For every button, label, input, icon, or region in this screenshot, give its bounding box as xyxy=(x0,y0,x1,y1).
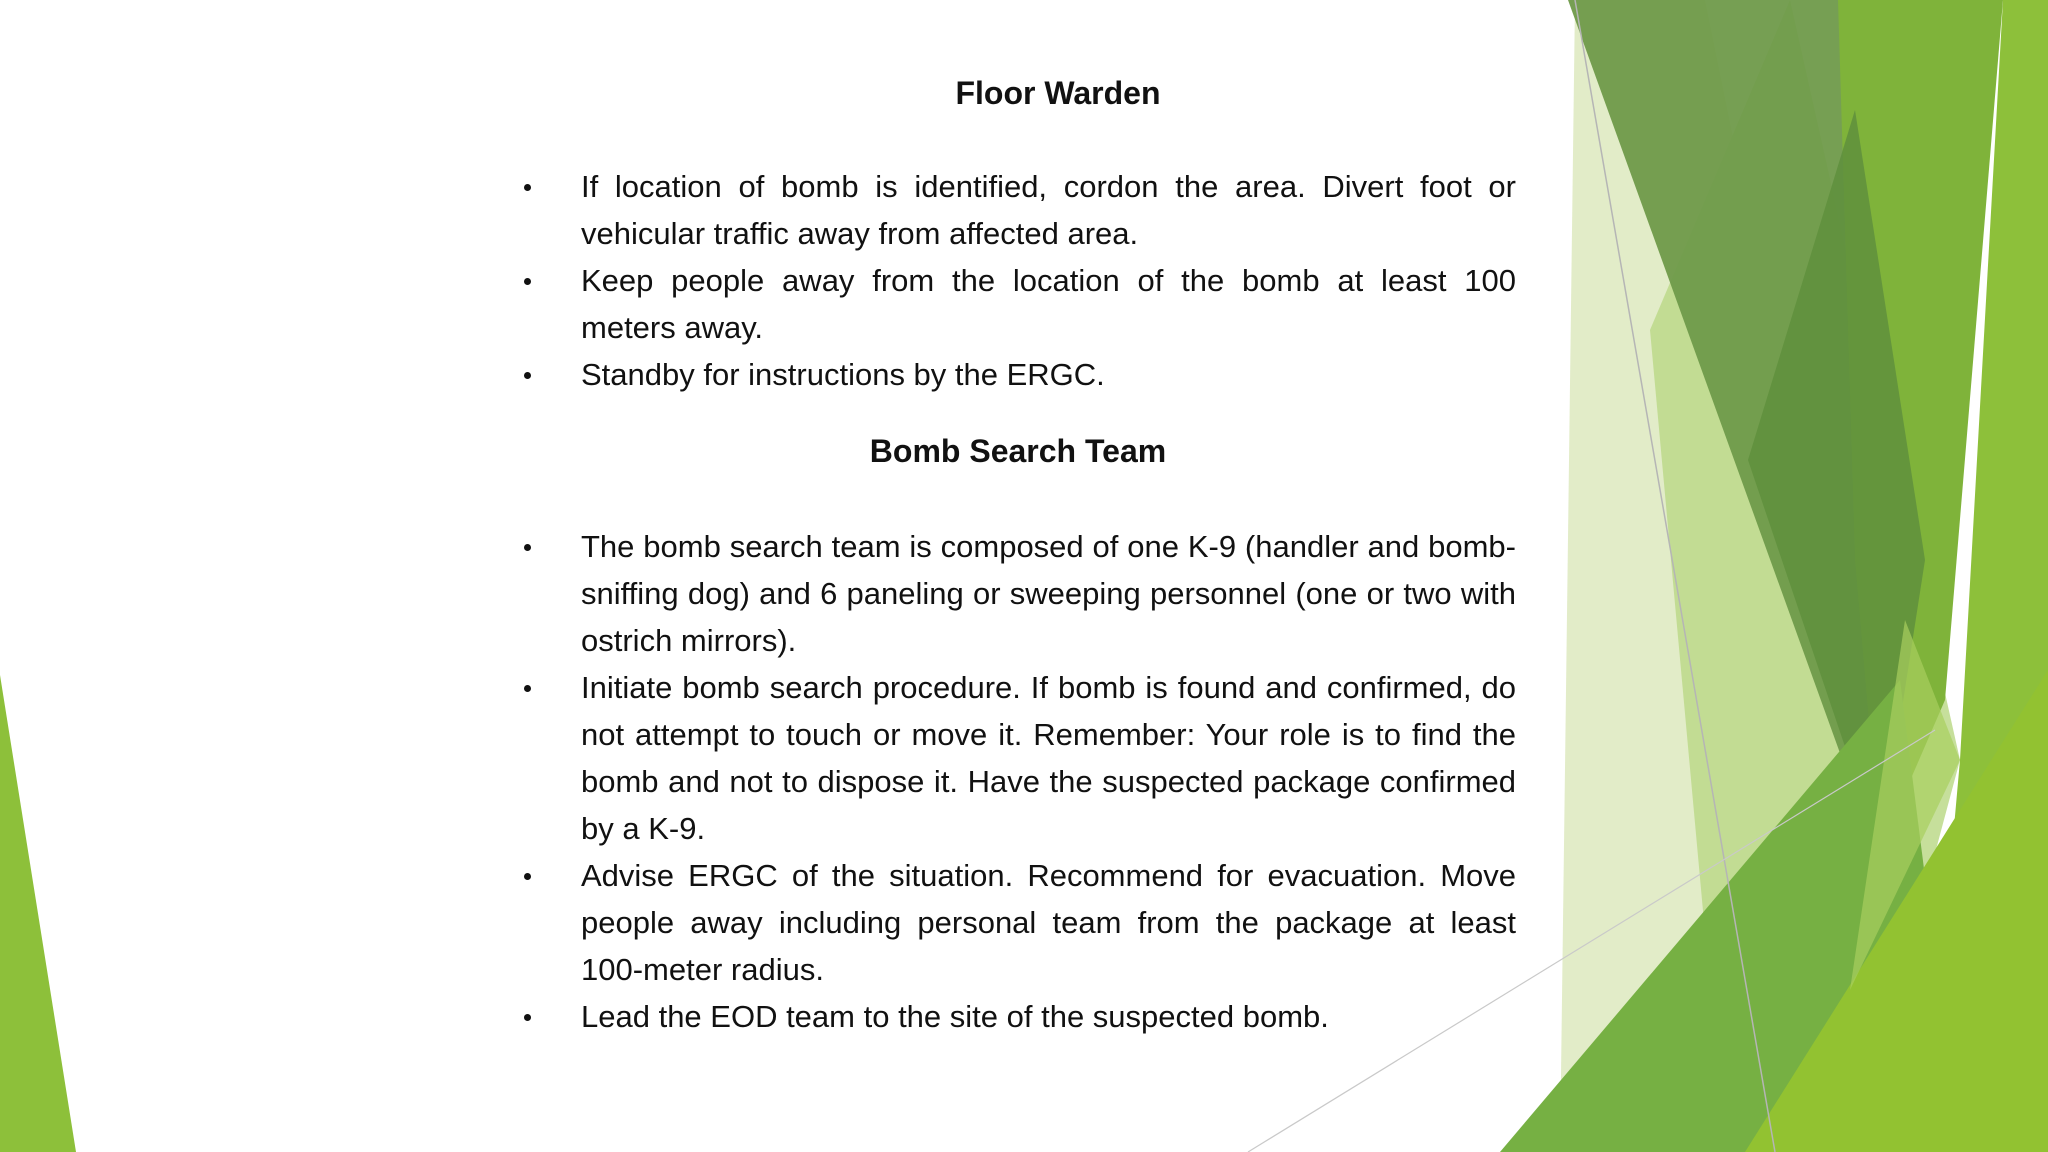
section-title-floor-warden: Floor Warden xyxy=(955,75,1161,111)
bomb-search-team-list xyxy=(520,523,1516,1040)
bullet-dot-icon xyxy=(524,1014,531,1021)
list-item-text: Standby for instructions by the ERGC. xyxy=(581,357,1105,392)
list-item-text: Initiate bomb search procedure. If bomb is found and confirmed, do not attempt to touch or move it. Remember: Your role is to find the bomb and not to dispose it. Have the suspected package confirmed by a K-9. xyxy=(581,670,1516,846)
list-item xyxy=(520,351,1516,398)
list-item xyxy=(520,852,1516,993)
bullet-dot-icon xyxy=(524,873,531,880)
left-green-sliver xyxy=(0,675,76,1152)
list-item-text: Advise ERGC of the situation. Recommend for evacuation. Move people away including personal team from the package at least 100-meter radius. xyxy=(581,858,1516,987)
list-item xyxy=(520,257,1516,351)
bullet-dot-icon xyxy=(524,372,531,379)
bullet-dot-icon xyxy=(524,278,531,285)
list-item xyxy=(520,163,1516,257)
list-item xyxy=(520,664,1516,852)
list-item-text: Lead the EOD team to the site of the suspected bomb. xyxy=(581,999,1329,1034)
bullet-dot-icon xyxy=(524,184,531,191)
section-title-bomb-search-team: Bomb Search Team xyxy=(869,433,1167,469)
floor-warden-list xyxy=(520,163,1516,398)
list-item-text: The bomb search team is composed of one K-9 (handler and bomb-sniffing dog) and 6 paneling or sweeping personnel (one or two with ostrich mirrors). xyxy=(581,529,1516,658)
bullet-dot-icon xyxy=(524,544,531,551)
list-item-text: Keep people away from the location of the bomb at least 100 meters away. xyxy=(581,263,1516,345)
list-item xyxy=(520,993,1516,1040)
list-item-text: If location of bomb is identified, cordon the area. Divert foot or vehicular traffic away from affected area. xyxy=(581,169,1516,251)
bullet-dot-icon xyxy=(524,685,531,692)
list-item xyxy=(520,523,1516,664)
slide-content xyxy=(520,70,1516,1040)
